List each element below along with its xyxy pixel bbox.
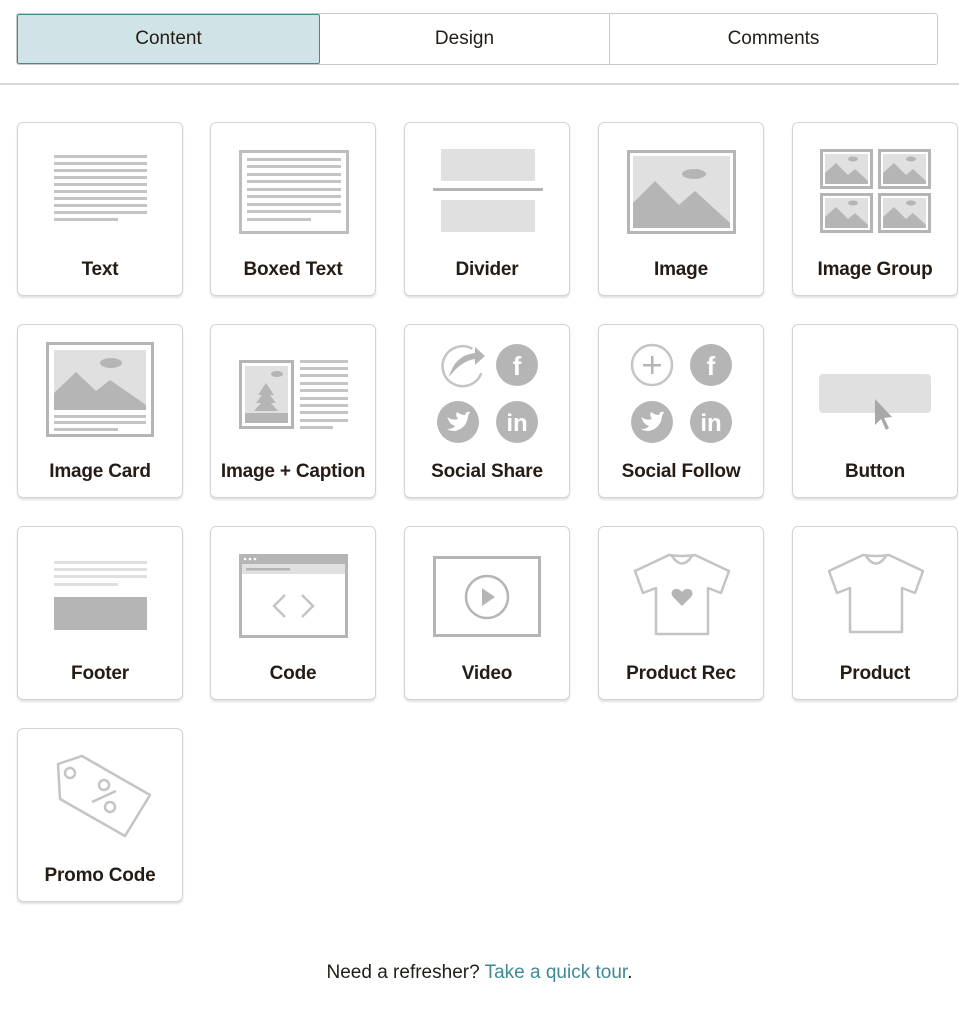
block-promo-code[interactable] xyxy=(17,728,183,902)
tab-content[interactable]: Content xyxy=(17,14,320,64)
divider-icon xyxy=(405,123,571,253)
svg-text:f: f xyxy=(512,351,522,381)
text-lines-icon xyxy=(18,123,184,253)
block-product[interactable] xyxy=(792,526,958,700)
block-image-group[interactable] xyxy=(792,122,958,296)
button-cursor-icon xyxy=(793,325,959,455)
social-share-icon xyxy=(405,325,571,455)
block-video[interactable] xyxy=(404,526,570,700)
block-label: Image Group xyxy=(817,259,933,280)
block-button[interactable] xyxy=(792,324,958,498)
tab-bar xyxy=(16,13,938,65)
block-boxed-text[interactable] xyxy=(210,122,376,296)
tour-prompt-text: Need a refresher? xyxy=(326,962,485,983)
block-image-caption[interactable] xyxy=(210,324,376,498)
block-label: Product xyxy=(839,663,911,684)
block-label: Image xyxy=(654,259,708,280)
image-card-icon xyxy=(18,325,184,455)
social-follow-icon xyxy=(599,325,765,455)
block-label: Social Share xyxy=(431,461,543,482)
image-group-icon xyxy=(793,123,959,253)
block-text[interactable] xyxy=(17,122,183,296)
tour-prompt xyxy=(0,962,959,984)
quick-tour-link[interactable]: Take a quick tour xyxy=(484,962,628,983)
image-caption-icon xyxy=(211,325,377,455)
block-label: Image + Caption xyxy=(220,461,366,482)
block-image[interactable] xyxy=(598,122,764,296)
block-label: Footer xyxy=(71,663,129,684)
block-label: Text xyxy=(81,259,119,280)
tab-comments[interactable]: Comments xyxy=(610,14,937,64)
divider-line xyxy=(0,83,959,85)
block-label: Product Rec xyxy=(626,663,736,684)
block-label: Code xyxy=(269,663,317,684)
block-product-rec[interactable] xyxy=(598,526,764,700)
block-social-share[interactable] xyxy=(404,324,570,498)
block-label: Social Follow xyxy=(621,461,741,482)
block-social-follow[interactable] xyxy=(598,324,764,498)
svg-text:in: in xyxy=(506,410,528,437)
video-play-icon xyxy=(405,527,571,657)
tshirt-heart-icon xyxy=(599,527,765,657)
block-label: Button xyxy=(845,461,905,482)
tab-design[interactable]: Design xyxy=(320,14,610,64)
image-icon xyxy=(599,123,765,253)
svg-text:in: in xyxy=(700,410,722,437)
boxed-text-icon xyxy=(211,123,377,253)
code-icon xyxy=(211,527,377,657)
block-label: Image Card xyxy=(49,461,151,482)
block-label: Promo Code xyxy=(44,865,156,886)
block-label: Divider xyxy=(455,259,519,280)
block-image-card[interactable] xyxy=(17,324,183,498)
price-tag-percent-icon xyxy=(18,729,184,859)
block-label: Boxed Text xyxy=(243,259,343,280)
block-divider[interactable] xyxy=(404,122,570,296)
svg-text:f: f xyxy=(706,351,716,381)
footer-icon xyxy=(18,527,184,657)
block-code[interactable] xyxy=(210,526,376,700)
block-label: Video xyxy=(461,663,513,684)
tshirt-icon xyxy=(793,527,959,657)
block-footer[interactable] xyxy=(17,526,183,700)
tour-prompt-period: . xyxy=(627,962,633,983)
